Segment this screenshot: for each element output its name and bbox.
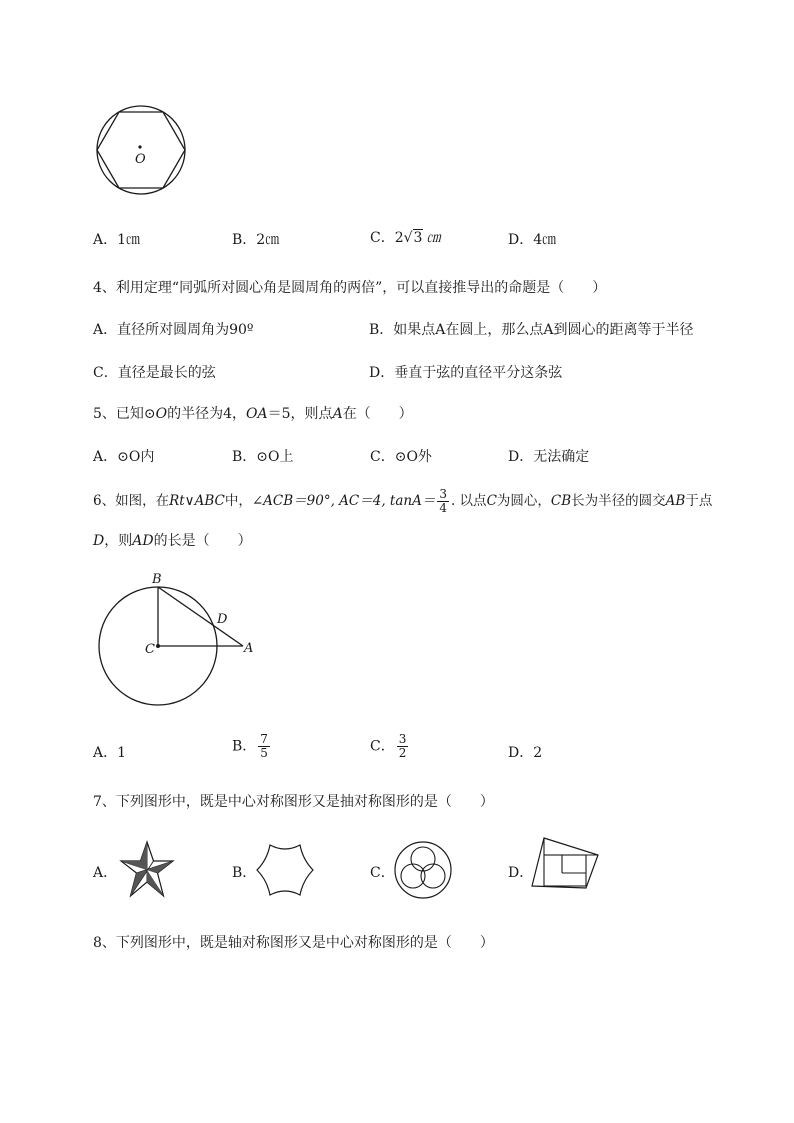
q5-stem-prefix: 5、已知⊙ bbox=[93, 406, 156, 422]
q4-option-d: D．垂直于弦的直径平分这条弦 bbox=[369, 365, 563, 381]
q6-segment-cb: CB bbox=[550, 493, 572, 509]
q5-option-d: D．无法确定 bbox=[508, 449, 590, 465]
q3-option-c-root: 3 bbox=[413, 230, 423, 246]
q6-b-den: 5 bbox=[260, 746, 268, 760]
q6-option-b-prefix: B． bbox=[232, 738, 257, 755]
label-c: C bbox=[145, 642, 155, 657]
label-b: B bbox=[152, 572, 162, 587]
q3-option-c-prefix: C．2 bbox=[370, 230, 404, 246]
q3-option-d: D．4㎝ bbox=[508, 232, 557, 248]
q3-option-b: B．2㎝ bbox=[232, 232, 280, 248]
q7-curved-hexagon-figure bbox=[255, 840, 315, 900]
q6-option-a: A．1 bbox=[93, 745, 127, 761]
q5-stem-o: O bbox=[155, 406, 168, 422]
q5-stem-a: A bbox=[332, 406, 343, 422]
q6-c-den: 2 bbox=[398, 746, 407, 760]
q6-text-7: ，则 bbox=[104, 533, 133, 549]
q6-option-b bbox=[232, 733, 272, 760]
q5-stem bbox=[93, 403, 413, 423]
q5-option-a: A．⊙O内 bbox=[93, 449, 155, 465]
q6-segment-ab: AB bbox=[665, 493, 686, 509]
q6-point-d: D bbox=[93, 533, 105, 549]
q6-option-c-fraction bbox=[397, 733, 409, 760]
q7-square-in-square-figure bbox=[532, 838, 602, 890]
q6-option-c-prefix: C． bbox=[370, 738, 395, 755]
q6-stem-line1 bbox=[93, 488, 712, 515]
q6-circle-triangle-figure bbox=[95, 570, 260, 710]
q7-stem: 7、下列图形中，既是中心对称图形又是抽对称图形的是（ ） bbox=[93, 794, 494, 810]
label-a: A bbox=[244, 641, 254, 656]
q6-tan-den: 4 bbox=[439, 501, 447, 515]
q6-segment-ad: AD bbox=[132, 533, 154, 549]
q4-option-b: B．如果点A在圆上，那么点A到圆心的距离等于半径 bbox=[369, 322, 694, 338]
q4-stem: 4、利用定理“同弧所对圆心角是圆周角的两倍”，可以直接推导出的命题是（ ） bbox=[93, 280, 607, 296]
q7-option-a-label: A． bbox=[93, 865, 118, 881]
q3-circle-hexagon-figure bbox=[95, 105, 190, 195]
q4-option-c: C．直径是最长的弦 bbox=[93, 365, 216, 381]
q6-text-1: 6、如图，在 bbox=[93, 493, 170, 509]
q6-tan-num: 3 bbox=[439, 487, 447, 501]
q6-text-5: 长为半径的圆交 bbox=[571, 493, 666, 509]
q5-stem-suffix: 在（ ） bbox=[342, 406, 413, 422]
q6-text-6: 于点 bbox=[685, 493, 713, 509]
q3-option-c-unit: ㎝ bbox=[426, 230, 441, 246]
q5-stem-eq: ＝5，则点 bbox=[267, 406, 333, 422]
q6-option-c bbox=[370, 733, 410, 760]
q8-stem: 8、下列图形中，既是轴对称图形又是中心对称图形的是（ ） bbox=[93, 935, 494, 951]
q6-tan-fraction bbox=[437, 488, 449, 515]
q6-rt-abc: Rt∨ABC bbox=[169, 493, 225, 509]
q6-text-3: . 以点 bbox=[450, 493, 487, 509]
q6-b-num: 7 bbox=[260, 732, 268, 746]
q6-point-c: C bbox=[486, 493, 497, 509]
q5-stem-mid: 的半径为4， bbox=[167, 406, 247, 422]
q4-option-a: A．直径所对圆周角为90º bbox=[93, 322, 254, 338]
q7-option-c-label: C． bbox=[370, 865, 395, 881]
sqrt-sign-icon: √ bbox=[403, 230, 413, 246]
q6-option-b-fraction bbox=[258, 733, 270, 760]
q6-c-num: 3 bbox=[398, 732, 407, 746]
q3-option-c bbox=[370, 227, 440, 247]
q6-stem-line2 bbox=[93, 530, 252, 550]
q6-condition: ∠ACB＝90°, AC＝4, tanA＝ bbox=[251, 493, 436, 509]
q6-text-8: 的长是（ ） bbox=[153, 533, 252, 549]
label-d: D bbox=[217, 612, 228, 627]
q5-option-c: C．⊙O外 bbox=[370, 449, 432, 465]
q6-text-2: 中， bbox=[224, 493, 252, 509]
q7-option-b-label: B． bbox=[232, 865, 257, 881]
center-label-o: O bbox=[135, 152, 146, 167]
q6-option-d: D．2 bbox=[508, 745, 543, 761]
q7-star-figure bbox=[117, 840, 177, 900]
q5-stem-oa: OA bbox=[246, 406, 268, 422]
q3-option-a: A．1㎝ bbox=[93, 232, 141, 248]
q7-three-circles-figure bbox=[393, 840, 453, 900]
q7-option-d-label: D． bbox=[508, 865, 534, 881]
q6-text-4: 为圆心， bbox=[496, 493, 551, 509]
q5-option-b: B．⊙O上 bbox=[232, 449, 294, 465]
